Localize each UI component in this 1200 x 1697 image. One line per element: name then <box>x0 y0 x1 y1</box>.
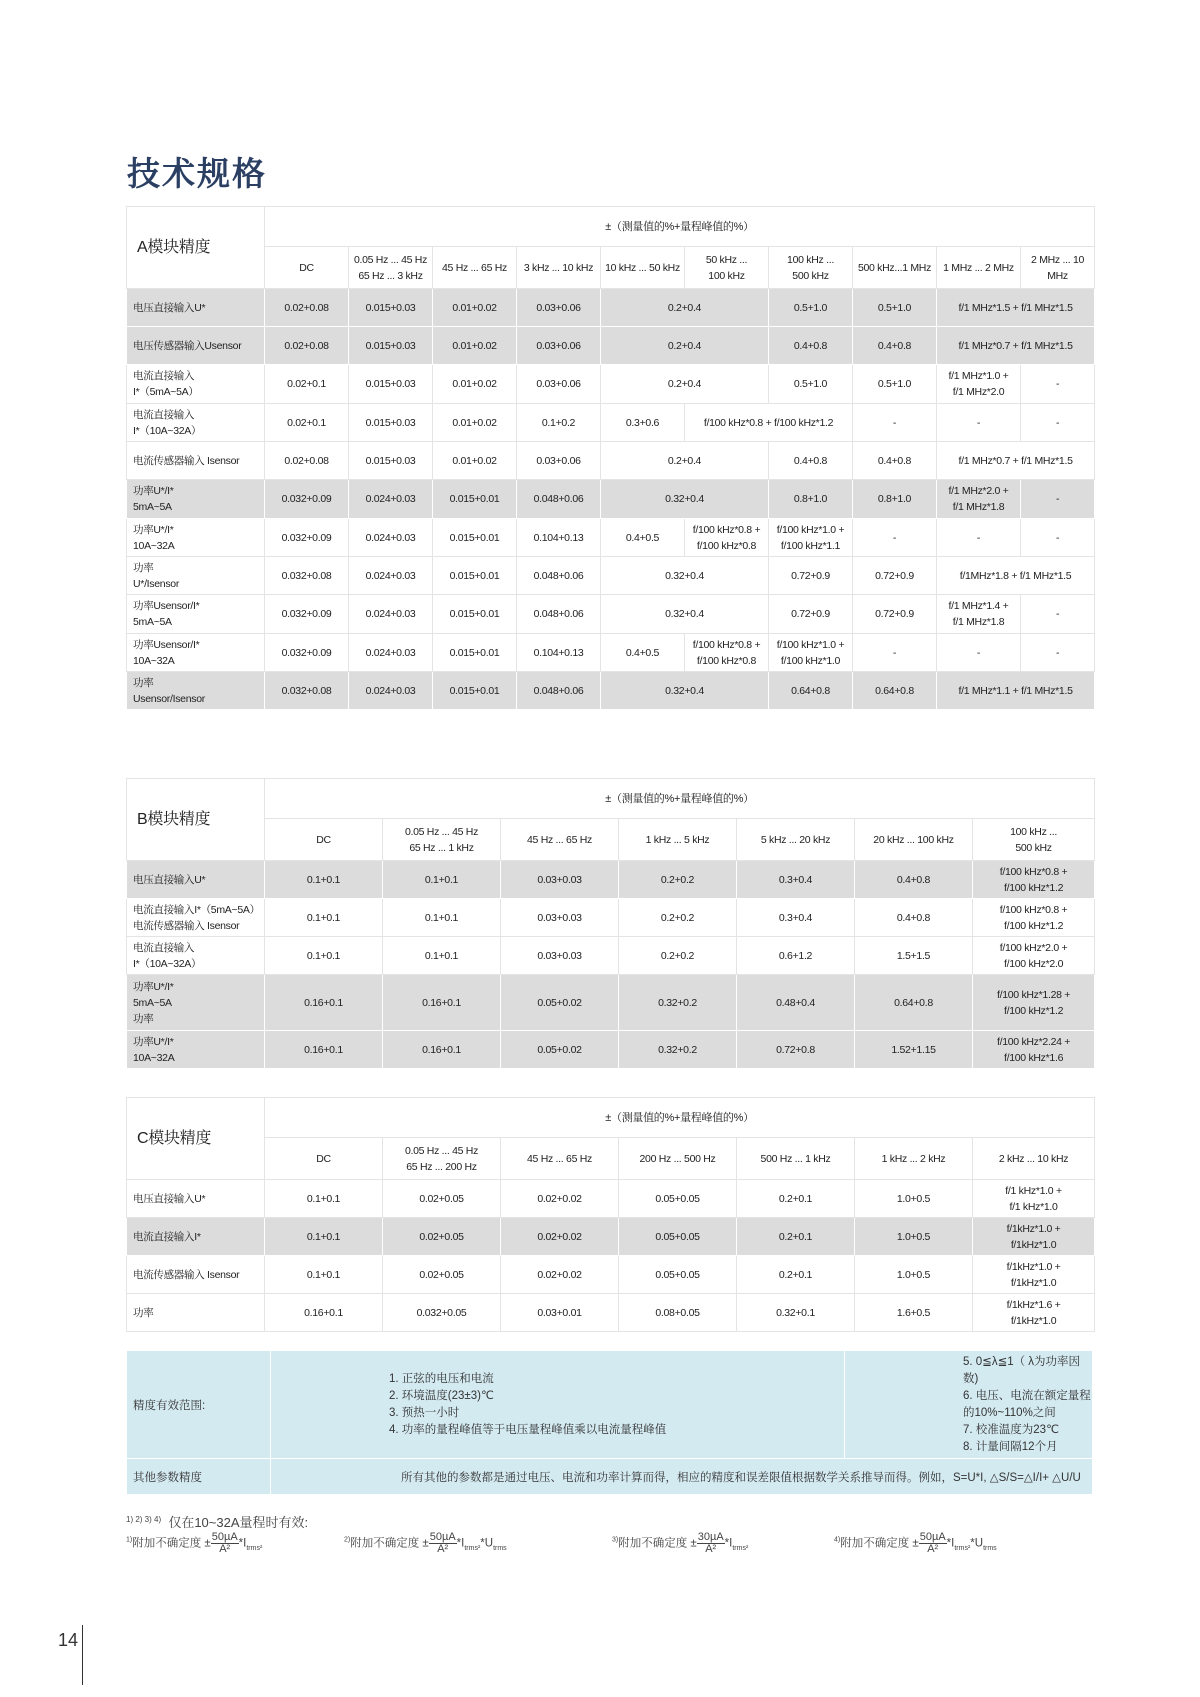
module-c-cell: 0.1+0.1 <box>265 1180 383 1218</box>
module-a-cell: 0.2+0.4 <box>601 365 769 404</box>
module-a-cell: 0.2+0.4 <box>601 289 769 327</box>
module-a-cell: 0.104+0.13 <box>517 634 601 672</box>
module-c-cell: 1.0+0.5 <box>855 1218 973 1256</box>
module-a-cell: 0.032+0.09 <box>265 519 349 557</box>
module-a-col-header-5: 10 kHz ... 50 kHz <box>601 247 685 289</box>
module-b-table <box>126 778 1095 1069</box>
module-a-cell: f/1 MHz*0.7 + f/1 MHz*1.5 <box>937 327 1095 365</box>
module-b-col-header-1: DC <box>265 819 383 861</box>
footnote-1: $^{1)}$附加不确定度 ± $\frac{\text{50µA}}{\text{A²}}$ $*I_{trms^2}$ <box>126 1531 263 1555</box>
module-a-cell: 0.015+0.03 <box>349 404 433 442</box>
module-a-cell: 0.024+0.03 <box>349 672 433 710</box>
module-a-cell: 0.104+0.13 <box>517 519 601 557</box>
module-b-col-header-3: 45 Hz ... 65 Hz <box>501 819 619 861</box>
module-b-cell: 0.1+0.1 <box>383 899 501 937</box>
module-c-row-2 <box>127 1218 1095 1256</box>
module-a-cell: f/100 kHz*0.8 + f/100 kHz*0.8 <box>685 519 769 557</box>
module-a-cell: 0.024+0.03 <box>349 557 433 595</box>
module-a-cell: f/1MHz*1.8 + f/1 MHz*1.5 <box>937 557 1095 595</box>
page-number: 14 <box>58 1630 79 1650</box>
module-c-cell: 1.6+0.5 <box>855 1294 973 1332</box>
module-a-col-header-6: 50 kHz ... 100 kHz <box>685 247 769 289</box>
module-a-cell: 0.032+0.09 <box>265 634 349 672</box>
module-b-row-2 <box>127 899 1095 937</box>
module-c-header-span: ±（测量值的%+量程峰值的%） <box>265 1098 1095 1138</box>
module-c-title: C模块精度 <box>127 1098 265 1180</box>
module-a-cell: f/1 MHz*1.0 + f/1 MHz*2.0 <box>937 365 1021 404</box>
module-a-cell: 0.5+1.0 <box>769 365 853 404</box>
module-b-cell: 0.1+0.1 <box>383 861 501 899</box>
validity-right-list <box>845 1351 1093 1459</box>
module-a-col-header-2: 0.05 Hz ... 45 Hz 65 Hz ... 3 kHz <box>349 247 433 289</box>
module-a-title: A模块精度 <box>127 207 265 289</box>
module-a-cell: 0.8+1.0 <box>769 480 853 519</box>
module-c-col-header-6: 1 kHz ... 2 kHz <box>855 1138 973 1180</box>
validity-left-list <box>271 1351 845 1459</box>
module-b-cell: 0.4+0.8 <box>855 899 973 937</box>
module-a-cell: 0.32+0.4 <box>601 595 769 634</box>
module-c-col-header-7: 2 kHz ... 10 kHz <box>973 1138 1095 1180</box>
module-a-cell: 0.4+0.8 <box>769 327 853 365</box>
module-a-cell: 0.5+1.0 <box>853 289 937 327</box>
module-a-cell: 0.032+0.09 <box>265 480 349 519</box>
module-b-cell: 0.3+0.4 <box>737 861 855 899</box>
module-b-cell: 0.16+0.1 <box>383 975 501 1031</box>
module-a-col-header-8: 500 kHz...1 MHz <box>853 247 937 289</box>
module-b-cell: 0.2+0.2 <box>619 899 737 937</box>
module-c-cell: f/1kHz*1.6 + f/1kHz*1.0 <box>973 1294 1095 1332</box>
module-b-cell: f/100 kHz*1.28 + f/100 kHz*1.2 <box>973 975 1095 1031</box>
module-a-cell: 0.015+0.01 <box>433 480 517 519</box>
module-a-row-label: 功率 Usensor/Isensor <box>127 672 265 710</box>
module-c-col-header-3: 45 Hz ... 65 Hz <box>501 1138 619 1180</box>
module-a-cell: - <box>937 634 1021 672</box>
module-a-cell: - <box>853 519 937 557</box>
module-c-row-label: 电压直接输入U* <box>127 1180 265 1218</box>
module-a-cell: f/100 kHz*1.0 + f/100 kHz*1.1 <box>769 519 853 557</box>
module-b-row-label: 功率U*/I* 10A~32A <box>127 1031 265 1069</box>
module-a-cell: 0.015+0.03 <box>349 365 433 404</box>
module-a-cell: 0.048+0.06 <box>517 480 601 519</box>
module-a-cell: 0.015+0.03 <box>349 327 433 365</box>
validity-item-3: 3. 预热一小时 <box>389 1406 460 1419</box>
module-b-row-label: 电压直接输入U* <box>127 861 265 899</box>
module-a-cell: 0.032+0.09 <box>265 595 349 634</box>
module-a-cell: f/100 kHz*1.0 + f/100 kHz*1.0 <box>769 634 853 672</box>
module-b-cell: 0.05+0.02 <box>501 1031 619 1069</box>
module-a-cell: 0.048+0.06 <box>517 557 601 595</box>
module-a-cell: f/1 MHz*2.0 + f/1 MHz*1.8 <box>937 480 1021 519</box>
module-b-cell: f/100 kHz*2.24 + f/100 kHz*1.6 <box>973 1031 1095 1069</box>
module-a-cell: 0.032+0.08 <box>265 557 349 595</box>
module-a-col-header-10: 2 MHz ... 10 MHz <box>1021 247 1095 289</box>
module-a-cell: 0.5+1.0 <box>853 365 937 404</box>
module-b-cell: 0.32+0.2 <box>619 1031 737 1069</box>
module-a-row-label: 电流直接输入 I*（5mA~5A） <box>127 365 265 404</box>
module-a-cell: 0.72+0.9 <box>853 595 937 634</box>
module-a-cell: 0.032+0.08 <box>265 672 349 710</box>
page-number-rule <box>82 1625 83 1685</box>
module-a-cell: - <box>1021 519 1095 557</box>
module-c-row-label: 功率 <box>127 1294 265 1332</box>
module-c-cell: f/1kHz*1.0 + f/1kHz*1.0 <box>973 1218 1095 1256</box>
module-b-cell: 0.32+0.2 <box>619 975 737 1031</box>
module-a-row-9 <box>127 595 1095 634</box>
module-b-cell: f/100 kHz*2.0 + f/100 kHz*2.0 <box>973 937 1095 975</box>
module-a-cell: - <box>1021 404 1095 442</box>
module-b-cell: 0.1+0.1 <box>383 937 501 975</box>
module-a-cell: 0.024+0.03 <box>349 634 433 672</box>
module-c-table <box>126 1097 1095 1332</box>
module-a-cell: - <box>937 519 1021 557</box>
module-a-cell: 0.32+0.4 <box>601 672 769 710</box>
module-b-row-4 <box>127 975 1095 1031</box>
module-a-cell: 0.4+0.8 <box>769 442 853 480</box>
module-a-cell: f/100 kHz*0.8 + f/100 kHz*1.2 <box>685 404 853 442</box>
module-b-cell: 0.2+0.2 <box>619 937 737 975</box>
module-a-cell: 0.01+0.02 <box>433 365 517 404</box>
validity-item-5: 5. 0≦λ≦1（ λ为功率因数) <box>963 1355 1081 1385</box>
module-c-cell: 0.02+0.02 <box>501 1218 619 1256</box>
module-b-col-header-2: 0.05 Hz ... 45 Hz 65 Hz ... 1 kHz <box>383 819 501 861</box>
module-a-cell: - <box>853 634 937 672</box>
module-b-header-span: ±（测量值的%+量程峰值的%） <box>265 779 1095 819</box>
module-a-cell: 0.015+0.03 <box>349 289 433 327</box>
module-b-col-header-7: 100 kHz ... 500 kHz <box>973 819 1095 861</box>
module-a-col-header-3: 45 Hz ... 65 Hz <box>433 247 517 289</box>
module-a-cell: 0.2+0.4 <box>601 327 769 365</box>
module-b-row-3 <box>127 937 1095 975</box>
module-c-col-header-5: 500 Hz ... 1 kHz <box>737 1138 855 1180</box>
other-label: 其他参数精度 <box>127 1459 271 1495</box>
module-c-cell: 0.02+0.05 <box>383 1180 501 1218</box>
module-a-cell: - <box>1021 595 1095 634</box>
module-b-cell: 0.48+0.4 <box>737 975 855 1031</box>
module-c-col-header-2: 0.05 Hz ... 45 Hz 65 Hz ... 200 Hz <box>383 1138 501 1180</box>
page-title: 技术规格 <box>127 154 267 193</box>
module-a-row-label: 功率U*/I* 10A~32A <box>127 519 265 557</box>
validity-item-1: 1. 正弦的电压和电流 <box>389 1372 494 1385</box>
module-c-cell: 0.2+0.1 <box>737 1218 855 1256</box>
module-a-cell: 0.02+0.08 <box>265 442 349 480</box>
module-c-cell: f/1 kHz*1.0 + f/1 kHz*1.0 <box>973 1180 1095 1218</box>
module-c-cell: 0.02+0.02 <box>501 1256 619 1294</box>
module-a-row-label: 电流传感器输入 Isensor <box>127 442 265 480</box>
module-c-row-4 <box>127 1294 1095 1332</box>
module-b-cell: 0.2+0.2 <box>619 861 737 899</box>
footnote-validity-text: 仅在10~32A量程时有效: <box>168 1515 309 1530</box>
module-a-cell: 0.015+0.01 <box>433 634 517 672</box>
module-a-row-3 <box>127 365 1095 404</box>
module-a-cell: - <box>1021 634 1095 672</box>
module-b-cell: 0.64+0.8 <box>855 975 973 1031</box>
validity-item-2: 2. 环境温度(23±3)℃ <box>389 1389 494 1402</box>
module-a-cell: 0.03+0.06 <box>517 365 601 404</box>
module-b-row-label: 电流直接输入 I*（10A~32A） <box>127 937 265 975</box>
module-b-col-header-4: 1 kHz ... 5 kHz <box>619 819 737 861</box>
module-a-cell: 0.015+0.01 <box>433 519 517 557</box>
footnote-3: $^{3)}$附加不确定度 ± $\frac{\text{30µA}}{\text{A²}}$ $*I_{trms^2}$ <box>612 1531 749 1555</box>
notes-table <box>126 1350 1093 1495</box>
module-a-cell: 0.2+0.4 <box>601 442 769 480</box>
module-a-cell: - <box>1021 365 1095 404</box>
module-a-cell: f/100 kHz*0.8 + f/100 kHz*0.8 <box>685 634 769 672</box>
module-a-col-header-9: 1 MHz ... 2 MHz <box>937 247 1021 289</box>
module-a-cell: 0.024+0.03 <box>349 595 433 634</box>
module-b-row-label: 电流直接输入I*（5mA~5A） 电流传感器输入 Isensor <box>127 899 265 937</box>
module-a-cell: 0.03+0.06 <box>517 289 601 327</box>
module-a-row-label: 功率 U*/Isensor <box>127 557 265 595</box>
module-c-cell: 0.032+0.05 <box>383 1294 501 1332</box>
module-b-cell: 0.16+0.1 <box>383 1031 501 1069</box>
module-b-col-header-6: 20 kHz ... 100 kHz <box>855 819 973 861</box>
module-b-cell: 0.16+0.1 <box>265 975 383 1031</box>
module-b-cell: 0.1+0.1 <box>265 861 383 899</box>
module-a-col-header-1: DC <box>265 247 349 289</box>
module-a-row-label: 电压直接输入U* <box>127 289 265 327</box>
module-c-cell: 0.1+0.1 <box>265 1256 383 1294</box>
module-a-cell: 0.4+0.8 <box>853 442 937 480</box>
validity-item-8: 8. 计量间隔12个月 <box>963 1440 1058 1453</box>
module-c-cell: 0.1+0.1 <box>265 1218 383 1256</box>
module-a-cell: - <box>937 404 1021 442</box>
module-b-title: B模块精度 <box>127 779 265 861</box>
module-c-cell: 0.32+0.1 <box>737 1294 855 1332</box>
footnote-validity <box>126 1512 308 1531</box>
module-a-row-label: 功率U*/I* 5mA~5A <box>127 480 265 519</box>
module-a-row-10 <box>127 634 1095 672</box>
module-a-row-1 <box>127 289 1095 327</box>
module-b-cell: 0.72+0.8 <box>737 1031 855 1069</box>
module-a-header-span: ±（测量值的%+量程峰值的%） <box>265 207 1095 247</box>
module-a-cell: 0.03+0.06 <box>517 327 601 365</box>
module-b-cell: 0.05+0.02 <box>501 975 619 1031</box>
validity-item-6: 6. 电压、电流在额定量程的10%~110%之间 <box>963 1389 1091 1419</box>
module-a-cell: 0.01+0.02 <box>433 442 517 480</box>
module-a-cell: 0.015+0.01 <box>433 557 517 595</box>
module-a-cell: - <box>1021 480 1095 519</box>
module-a-cell: 0.1+0.2 <box>517 404 601 442</box>
module-c-cell: 0.05+0.05 <box>619 1256 737 1294</box>
validity-label: 精度有效范围: <box>127 1351 271 1459</box>
module-a-cell: f/1 MHz*1.5 + f/1 MHz*1.5 <box>937 289 1095 327</box>
module-a-cell: 0.024+0.03 <box>349 519 433 557</box>
footnote-2: $^{2)}$附加不确定度 ± $\frac{\text{50µA}}{\text{A²}}$ $*I_{trms^2}*U_{trms}$ <box>344 1531 507 1555</box>
module-c-row-3 <box>127 1256 1095 1294</box>
module-a-cell: f/1 MHz*0.7 + f/1 MHz*1.5 <box>937 442 1095 480</box>
module-b-cell: 1.52+1.15 <box>855 1031 973 1069</box>
module-b-cell: f/100 kHz*0.8 + f/100 kHz*1.2 <box>973 899 1095 937</box>
module-a-row-label: 电流直接输入 I*（10A~32A） <box>127 404 265 442</box>
footnote-marks: 1) 2) 3) 4) <box>126 1515 162 1525</box>
module-a-row-6 <box>127 480 1095 519</box>
module-b-cell: 0.1+0.1 <box>265 937 383 975</box>
module-a-cell: 0.32+0.4 <box>601 480 769 519</box>
module-b-cell: 0.03+0.03 <box>501 937 619 975</box>
module-a-cell: 0.02+0.1 <box>265 365 349 404</box>
module-b-col-header-5: 5 kHz ... 20 kHz <box>737 819 855 861</box>
validity-item-7: 7. 校准温度为23℃ <box>963 1423 1059 1436</box>
module-b-cell: f/100 kHz*0.8 + f/100 kHz*1.2 <box>973 861 1095 899</box>
module-a-cell: 0.015+0.03 <box>349 442 433 480</box>
module-a-col-header-4: 3 kHz ... 10 kHz <box>517 247 601 289</box>
module-a-cell: 0.64+0.8 <box>853 672 937 710</box>
module-c-cell: 0.02+0.02 <box>501 1180 619 1218</box>
module-c-col-header-1: DC <box>265 1138 383 1180</box>
module-a-row-2 <box>127 327 1095 365</box>
module-c-cell: 0.16+0.1 <box>265 1294 383 1332</box>
module-b-cell: 0.03+0.03 <box>501 861 619 899</box>
module-a-cell: 0.64+0.8 <box>769 672 853 710</box>
module-c-cell: 0.2+0.1 <box>737 1256 855 1294</box>
module-c-cell: 1.0+0.5 <box>855 1256 973 1294</box>
module-a-cell: 0.8+1.0 <box>853 480 937 519</box>
module-a-table <box>126 206 1095 710</box>
module-b-cell: 0.6+1.2 <box>737 937 855 975</box>
module-a-cell: 0.02+0.1 <box>265 404 349 442</box>
module-a-cell: 0.015+0.01 <box>433 595 517 634</box>
module-a-row-label: 电压传感器输入Usensor <box>127 327 265 365</box>
module-a-row-label: 功率Usensor/I* 5mA~5A <box>127 595 265 634</box>
module-a-row-5 <box>127 442 1095 480</box>
module-a-cell: 0.048+0.06 <box>517 672 601 710</box>
module-b-cell: 1.5+1.5 <box>855 937 973 975</box>
module-a-cell: 0.32+0.4 <box>601 557 769 595</box>
module-a-cell: 0.4+0.5 <box>601 634 685 672</box>
module-a-cell: 0.72+0.9 <box>853 557 937 595</box>
module-a-cell: 0.72+0.9 <box>769 595 853 634</box>
module-a-cell: 0.5+1.0 <box>769 289 853 327</box>
validity-item-4: 4. 功率的量程峰值等于电压量程峰值乘以电流量程峰值 <box>389 1423 667 1436</box>
module-b-row-5 <box>127 1031 1095 1069</box>
module-c-cell: 0.2+0.1 <box>737 1180 855 1218</box>
footnote-4: $^{4)}$附加不确定度 ± $\frac{\text{50µA}}{\text{A²}}$ $*I_{trms^2}*U_{trms}$ <box>834 1531 997 1555</box>
module-c-cell: 0.03+0.01 <box>501 1294 619 1332</box>
module-a-cell: 0.015+0.01 <box>433 672 517 710</box>
module-a-cell: 0.4+0.5 <box>601 519 685 557</box>
module-b-cell: 0.1+0.1 <box>265 899 383 937</box>
module-a-cell: 0.02+0.08 <box>265 327 349 365</box>
module-b-cell: 0.4+0.8 <box>855 861 973 899</box>
module-a-row-8 <box>127 557 1095 595</box>
module-c-col-header-4: 200 Hz ... 500 Hz <box>619 1138 737 1180</box>
module-a-cell: - <box>853 404 937 442</box>
module-a-cell: f/1 MHz*1.1 + f/1 MHz*1.5 <box>937 672 1095 710</box>
module-b-row-label: 功率U*/I* 5mA~5A 功率 <box>127 975 265 1031</box>
module-a-cell: 0.024+0.03 <box>349 480 433 519</box>
module-a-cell: 0.01+0.02 <box>433 327 517 365</box>
module-a-row-4 <box>127 404 1095 442</box>
module-b-cell: 0.03+0.03 <box>501 899 619 937</box>
module-c-row-1 <box>127 1180 1095 1218</box>
module-a-cell: 0.02+0.08 <box>265 289 349 327</box>
module-c-cell: 0.05+0.05 <box>619 1218 737 1256</box>
module-c-cell: 0.05+0.05 <box>619 1180 737 1218</box>
module-a-cell: 0.01+0.02 <box>433 289 517 327</box>
module-b-row-1 <box>127 861 1095 899</box>
module-a-row-label: 功率Usensor/I* 10A~32A <box>127 634 265 672</box>
module-c-cell: 0.02+0.05 <box>383 1256 501 1294</box>
module-c-row-label: 电流传感器输入 Isensor <box>127 1256 265 1294</box>
module-a-cell: 0.3+0.6 <box>601 404 685 442</box>
module-a-cell: 0.72+0.9 <box>769 557 853 595</box>
module-c-cell: 0.02+0.05 <box>383 1218 501 1256</box>
module-c-cell: 0.08+0.05 <box>619 1294 737 1332</box>
other-text: 所有其他的参数都是通过电压、电流和功率计算而得，相应的精度和误差限值根据数学关系推导而得。例如，S=U*I, △S/S=△I/I+ △U/U <box>271 1459 1093 1495</box>
module-a-cell: 0.01+0.02 <box>433 404 517 442</box>
module-a-cell: 0.03+0.06 <box>517 442 601 480</box>
module-c-row-label: 电流直接输入I* <box>127 1218 265 1256</box>
module-a-cell: f/1 MHz*1.4 + f/1 MHz*1.8 <box>937 595 1021 634</box>
module-b-cell: 0.3+0.4 <box>737 899 855 937</box>
module-a-row-7 <box>127 519 1095 557</box>
module-c-cell: 1.0+0.5 <box>855 1180 973 1218</box>
module-c-cell: f/1kHz*1.0 + f/1kHz*1.0 <box>973 1256 1095 1294</box>
module-a-cell: 0.4+0.8 <box>853 327 937 365</box>
module-b-cell: 0.16+0.1 <box>265 1031 383 1069</box>
module-a-cell: 0.048+0.06 <box>517 595 601 634</box>
module-a-row-11 <box>127 672 1095 710</box>
module-a-col-header-7: 100 kHz ... 500 kHz <box>769 247 853 289</box>
